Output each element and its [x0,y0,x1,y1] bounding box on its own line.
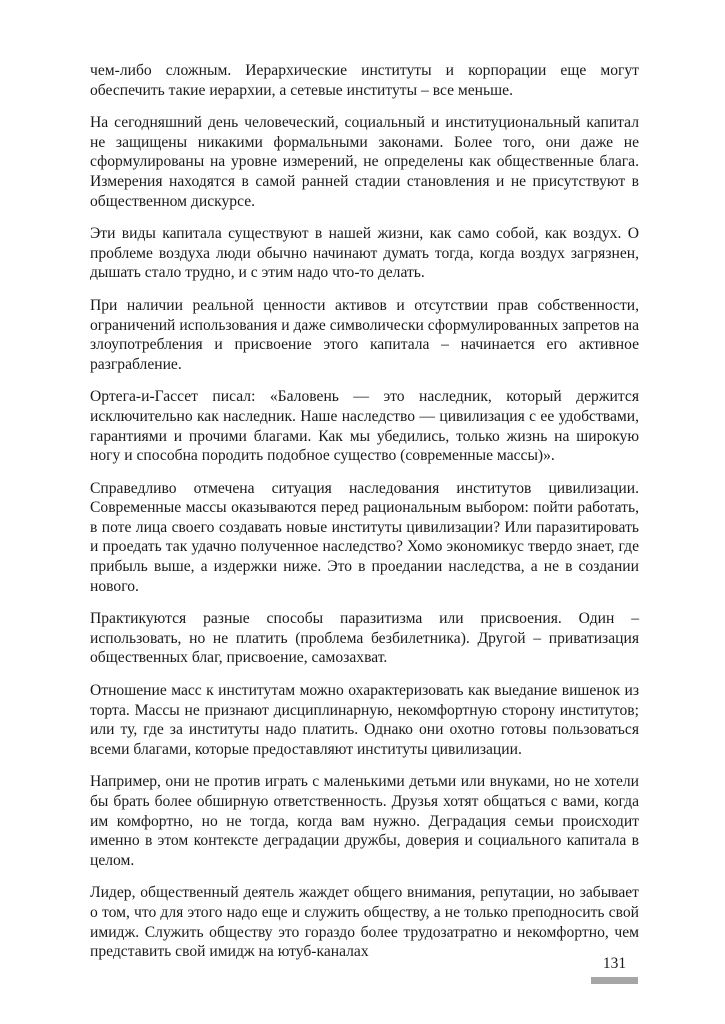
paragraph-10: Лидер, общественный деятель жаждет общего внимания, репутации, но забывает о том, что для этого надо еще и служить обществу, а не только преподносить свой имидж. Служить обществу это гораздо более трудозатратно и некомфортно, чем представить свой имидж на ютуб-каналах [90,884,639,961]
paragraph-2: На сегодняшний день человеческий, социальный и институциональный капитал не защищены никакими формальными законами. Более того, они даже не сформулированы на уровне измерений, не определены как общественные блага. Измерения находятся в самой ранней стадии становления и не присутствуют в общественном дискурсе. [90,114,639,210]
page-footer [591,955,638,984]
page-body [90,61,639,975]
paragraph-7: Практикуются разные способы паразитизма или присвоения. Один – использовать, но не платить (проблема безбилетника). Другой – приватизация общественных благ, присвоение, самозахват. [90,610,639,667]
paragraph-6: Справедливо отмечена ситуация наследования институтов цивилизации. Современные массы оказываются перед рациональным выбором: пойти работать, в поте лица своего создавать новые институты цивилизации? Или паразитировать и проедать так удачно полученное наследство? Хомо экономикус твердо знает, где прибыль выше, а издержки ниже. Это в проедании наследства, а не в создании нового. [90,479,639,595]
page-number-bar [591,977,638,984]
paragraph-8: Отношение масс к институтам можно охарактеризовать как выедание вишенок из торта. Массы не признают дисциплинарную, некомфортную сторону институтов; или ту, где за институты надо платить. Однако они охотно готовы пользоваться всеми благами, которые предоставляют институты цивилизации. [90,682,639,758]
paragraph-9: Например, они не против играть с маленькими детьми или внуками, но не хотели бы брать более обширную ответственность. Друзья хотят общаться с вами, когда им комфортно, но не тогда, когда вам нужно. Деградация семьи происходит именно в этом контексте деградации дружбы, доверия и социального капитала в целом. [90,773,639,869]
paragraph-5: Ортега-и-Гассет писал: «Баловень — это наследник, который держится исключительно как наследник. Наше наследство — цивилизация с ее удобствами, гарантиями и прочими благами. Как мы убедились, только жизнь на широкую ногу и способна породить подобное существо (современные массы)». [90,388,639,465]
paragraph-3: Эти виды капитала существуют в нашей жизни, как само собой, как воздух. О проблеме воздуха люди обычно начинают думать тогда, когда воздух загрязнен, дышать стало трудно, и с этим надо что-то делать. [90,225,639,282]
paragraph-4: При наличии реальной ценности активов и отсутствии прав собственности, ограничений использования и даже символически сформулированных запретов на злоупотребления и присвоение этого капитала – начинается его активное разграбление. [90,296,639,373]
page-number: 131 [602,955,627,972]
paragraph-1: чем-либо сложным. Иерархические институты и корпорации еще могут обеспечить такие иерархии, а сетевые институты – все меньше. [90,62,639,99]
